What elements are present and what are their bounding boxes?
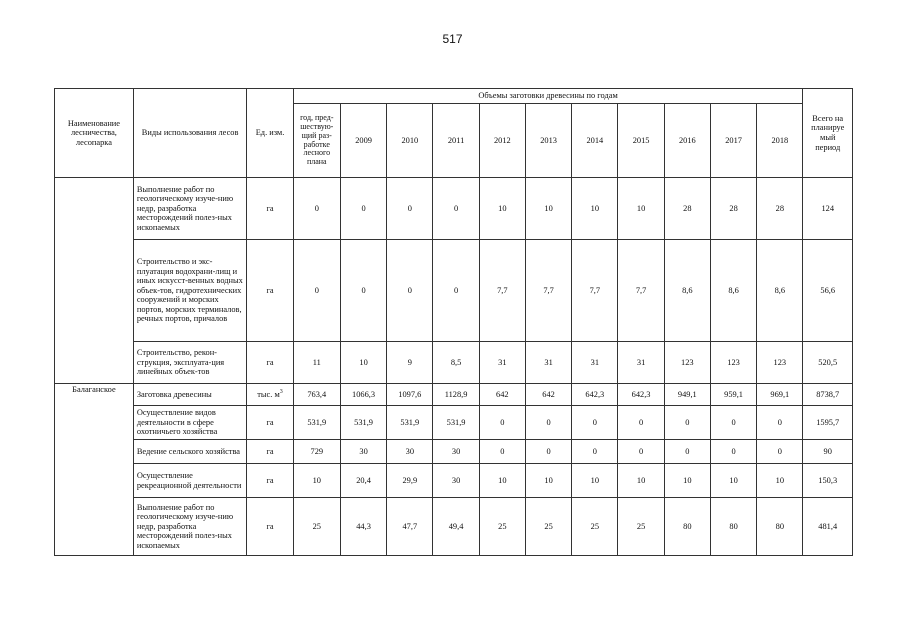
unit-cell bbox=[247, 498, 293, 556]
volume-value-cell: 10 bbox=[479, 464, 525, 498]
volume-value-cell: 8,6 bbox=[664, 240, 710, 342]
volume-value-cell: 30 bbox=[340, 440, 386, 464]
volume-value-cell: 31 bbox=[525, 342, 571, 384]
volume-value-cell: 123 bbox=[664, 342, 710, 384]
volume-value-cell: 729 bbox=[293, 440, 340, 464]
volume-value-cell: 80 bbox=[757, 498, 803, 556]
use-type-cell: Осуществление рекреационной деятельности bbox=[133, 464, 247, 498]
unit-cell bbox=[247, 384, 293, 406]
volume-value-cell: 123 bbox=[710, 342, 756, 384]
unit-cell bbox=[247, 342, 293, 384]
volume-value-cell: 30 bbox=[433, 464, 479, 498]
use-type-cell: Строительство и экс-плуатация водохрани-лищ и иных искусст-венных водных объек-тов, гидротехнических сооружений и морских портов, морских терминалов, речных портов, причалов bbox=[133, 240, 247, 342]
volume-value-cell: 1128,9 bbox=[433, 384, 479, 406]
volume-value-cell: 123 bbox=[757, 342, 803, 384]
volume-value-cell: 642,3 bbox=[572, 384, 618, 406]
volume-value-cell: 10 bbox=[664, 464, 710, 498]
volume-value-cell: 0 bbox=[479, 440, 525, 464]
use-type-cell: Ведение сельского хозяйства bbox=[133, 440, 247, 464]
volume-value-cell: 531,9 bbox=[433, 406, 479, 440]
volume-value-cell: 0 bbox=[525, 440, 571, 464]
volume-value-cell: 10 bbox=[293, 464, 340, 498]
volume-value-cell: 0 bbox=[340, 178, 386, 240]
volume-value-cell: 47,7 bbox=[387, 498, 433, 556]
volume-value-cell: 29,9 bbox=[387, 464, 433, 498]
volume-value-cell: 7,7 bbox=[572, 240, 618, 342]
use-type-cell: Выполнение работ по геологическому изуче-нию недр, разработка месторождений полез-ных ископаемых bbox=[133, 178, 247, 240]
total-value-cell: 520,5 bbox=[803, 342, 853, 384]
volume-value-cell: 0 bbox=[572, 440, 618, 464]
volume-value-cell: 0 bbox=[340, 240, 386, 342]
volume-value-cell: 0 bbox=[710, 440, 756, 464]
volume-value-cell: 10 bbox=[340, 342, 386, 384]
header-total: Всего на планируе мый период bbox=[803, 89, 853, 178]
table-row bbox=[55, 384, 853, 406]
volume-value-cell: 969,1 bbox=[757, 384, 803, 406]
volume-value-cell: 1097,6 bbox=[387, 384, 433, 406]
header-prev-period: год, пред-шествую-щий раз-работке лесного плана bbox=[293, 104, 340, 178]
volume-value-cell: 28 bbox=[757, 178, 803, 240]
volume-value-cell: 10 bbox=[757, 464, 803, 498]
table-row bbox=[55, 240, 853, 342]
unit-label: га bbox=[266, 417, 274, 427]
volume-value-cell: 10 bbox=[618, 178, 664, 240]
volume-value-cell: 7,7 bbox=[479, 240, 525, 342]
total-value-cell: 124 bbox=[803, 178, 853, 240]
volume-value-cell: 0 bbox=[710, 406, 756, 440]
volume-value-cell: 0 bbox=[664, 406, 710, 440]
volume-value-cell: 44,3 bbox=[340, 498, 386, 556]
header-year: 2013 bbox=[525, 104, 571, 178]
volume-value-cell: 25 bbox=[525, 498, 571, 556]
header-year: 2009 bbox=[340, 104, 386, 178]
volume-value-cell: 25 bbox=[572, 498, 618, 556]
table-row bbox=[55, 178, 853, 240]
header-year: 2012 bbox=[479, 104, 525, 178]
volume-value-cell: 949,1 bbox=[664, 384, 710, 406]
header-year: 2010 bbox=[387, 104, 433, 178]
volume-value-cell: 531,9 bbox=[293, 406, 340, 440]
forestry-name-cell: Балаганское bbox=[55, 384, 134, 556]
volume-value-cell: 49,4 bbox=[433, 498, 479, 556]
volume-value-cell: 31 bbox=[618, 342, 664, 384]
volume-value-cell: 0 bbox=[525, 406, 571, 440]
total-value-cell: 150,3 bbox=[803, 464, 853, 498]
table-body bbox=[55, 178, 853, 556]
header-year: 2016 bbox=[664, 104, 710, 178]
volume-value-cell: 31 bbox=[572, 342, 618, 384]
volume-value-cell: 30 bbox=[387, 440, 433, 464]
total-value-cell: 1595,7 bbox=[803, 406, 853, 440]
volume-value-cell: 642 bbox=[479, 384, 525, 406]
volume-value-cell: 25 bbox=[479, 498, 525, 556]
header-year: 2015 bbox=[618, 104, 664, 178]
volume-value-cell: 1066,3 bbox=[340, 384, 386, 406]
forestry-name-cell bbox=[55, 178, 134, 384]
header-unit: Ед. изм. bbox=[247, 89, 293, 178]
total-value-cell: 90 bbox=[803, 440, 853, 464]
unit-cell bbox=[247, 240, 293, 342]
volume-value-cell: 531,9 bbox=[387, 406, 433, 440]
volume-value-cell: 0 bbox=[618, 406, 664, 440]
volume-value-cell: 10 bbox=[525, 178, 571, 240]
volume-value-cell: 10 bbox=[525, 464, 571, 498]
volume-value-cell: 31 bbox=[479, 342, 525, 384]
volume-value-cell: 80 bbox=[710, 498, 756, 556]
use-type-cell: Выполнение работ по геологическому изуче-нию недр, разработка месторождений полез-ных ископаемых bbox=[133, 498, 247, 556]
unit-label: га bbox=[266, 203, 274, 213]
unit-cell bbox=[247, 406, 293, 440]
page-number: 517 bbox=[442, 32, 463, 46]
table-row bbox=[55, 406, 853, 440]
unit-label: га bbox=[266, 357, 274, 367]
volume-value-cell: 0 bbox=[387, 178, 433, 240]
volume-value-cell: 30 bbox=[433, 440, 479, 464]
header-year: 2018 bbox=[757, 104, 803, 178]
volume-value-cell: 7,7 bbox=[525, 240, 571, 342]
use-type-cell: Осуществление видов деятельности в сфере охотничьего хозяйства bbox=[133, 406, 247, 440]
table-row bbox=[55, 464, 853, 498]
volume-value-cell: 10 bbox=[618, 464, 664, 498]
volume-value-cell: 0 bbox=[479, 406, 525, 440]
unit-label: га bbox=[266, 521, 274, 531]
volume-value-cell: 0 bbox=[293, 240, 340, 342]
volume-value-cell: 9 bbox=[387, 342, 433, 384]
header-volumes-by-year: Объемы заготовки древесины по годам bbox=[293, 89, 803, 104]
volume-value-cell: 10 bbox=[479, 178, 525, 240]
unit-label: га bbox=[266, 446, 274, 456]
total-value-cell: 56,6 bbox=[803, 240, 853, 342]
volume-value-cell: 28 bbox=[710, 178, 756, 240]
volume-value-cell: 8,6 bbox=[710, 240, 756, 342]
volume-value-cell: 10 bbox=[572, 178, 618, 240]
table-header bbox=[55, 89, 853, 178]
total-value-cell: 8738,7 bbox=[803, 384, 853, 406]
table-row bbox=[55, 498, 853, 556]
volume-value-cell: 0 bbox=[433, 240, 479, 342]
volume-value-cell: 0 bbox=[387, 240, 433, 342]
volume-value-cell: 0 bbox=[433, 178, 479, 240]
table-row bbox=[55, 342, 853, 384]
total-value-cell: 481,4 bbox=[803, 498, 853, 556]
volume-value-cell: 0 bbox=[293, 178, 340, 240]
volume-value-cell: 0 bbox=[572, 406, 618, 440]
volume-value-cell: 20,4 bbox=[340, 464, 386, 498]
table-row bbox=[55, 440, 853, 464]
unit-label: тыс. м bbox=[257, 389, 280, 399]
volume-value-cell: 0 bbox=[757, 406, 803, 440]
volume-value-cell: 763,4 bbox=[293, 384, 340, 406]
volume-value-cell: 959,1 bbox=[710, 384, 756, 406]
volume-value-cell: 10 bbox=[710, 464, 756, 498]
volume-value-cell: 642,3 bbox=[618, 384, 664, 406]
volume-value-cell: 531,9 bbox=[340, 406, 386, 440]
volume-value-cell: 11 bbox=[293, 342, 340, 384]
use-type-cell: Заготовка древесины bbox=[133, 384, 247, 406]
header-year: 2017 bbox=[710, 104, 756, 178]
harvest-volumes-table bbox=[54, 88, 853, 556]
volume-value-cell: 8,5 bbox=[433, 342, 479, 384]
volume-value-cell: 642 bbox=[525, 384, 571, 406]
unit-cell bbox=[247, 440, 293, 464]
unit-cell bbox=[247, 178, 293, 240]
volume-value-cell: 8,6 bbox=[757, 240, 803, 342]
volume-value-cell: 25 bbox=[293, 498, 340, 556]
header-use-type: Виды использования лесов bbox=[133, 89, 247, 178]
volume-value-cell: 0 bbox=[664, 440, 710, 464]
unit-label: га bbox=[266, 475, 274, 485]
unit-cell bbox=[247, 464, 293, 498]
volume-value-cell: 7,7 bbox=[618, 240, 664, 342]
unit-superscript: 3 bbox=[279, 388, 283, 395]
volume-value-cell: 80 bbox=[664, 498, 710, 556]
header-year: 2014 bbox=[572, 104, 618, 178]
use-type-cell: Строительство, рекон-струкция, эксплуата-ция линейных объек-тов bbox=[133, 342, 247, 384]
unit-label: га bbox=[266, 285, 274, 295]
volume-value-cell: 0 bbox=[757, 440, 803, 464]
header-forestry: Наименование лесничества, лесопарка bbox=[55, 89, 134, 178]
volume-value-cell: 0 bbox=[618, 440, 664, 464]
volume-value-cell: 25 bbox=[618, 498, 664, 556]
header-year: 2011 bbox=[433, 104, 479, 178]
volume-value-cell: 10 bbox=[572, 464, 618, 498]
volume-value-cell: 28 bbox=[664, 178, 710, 240]
